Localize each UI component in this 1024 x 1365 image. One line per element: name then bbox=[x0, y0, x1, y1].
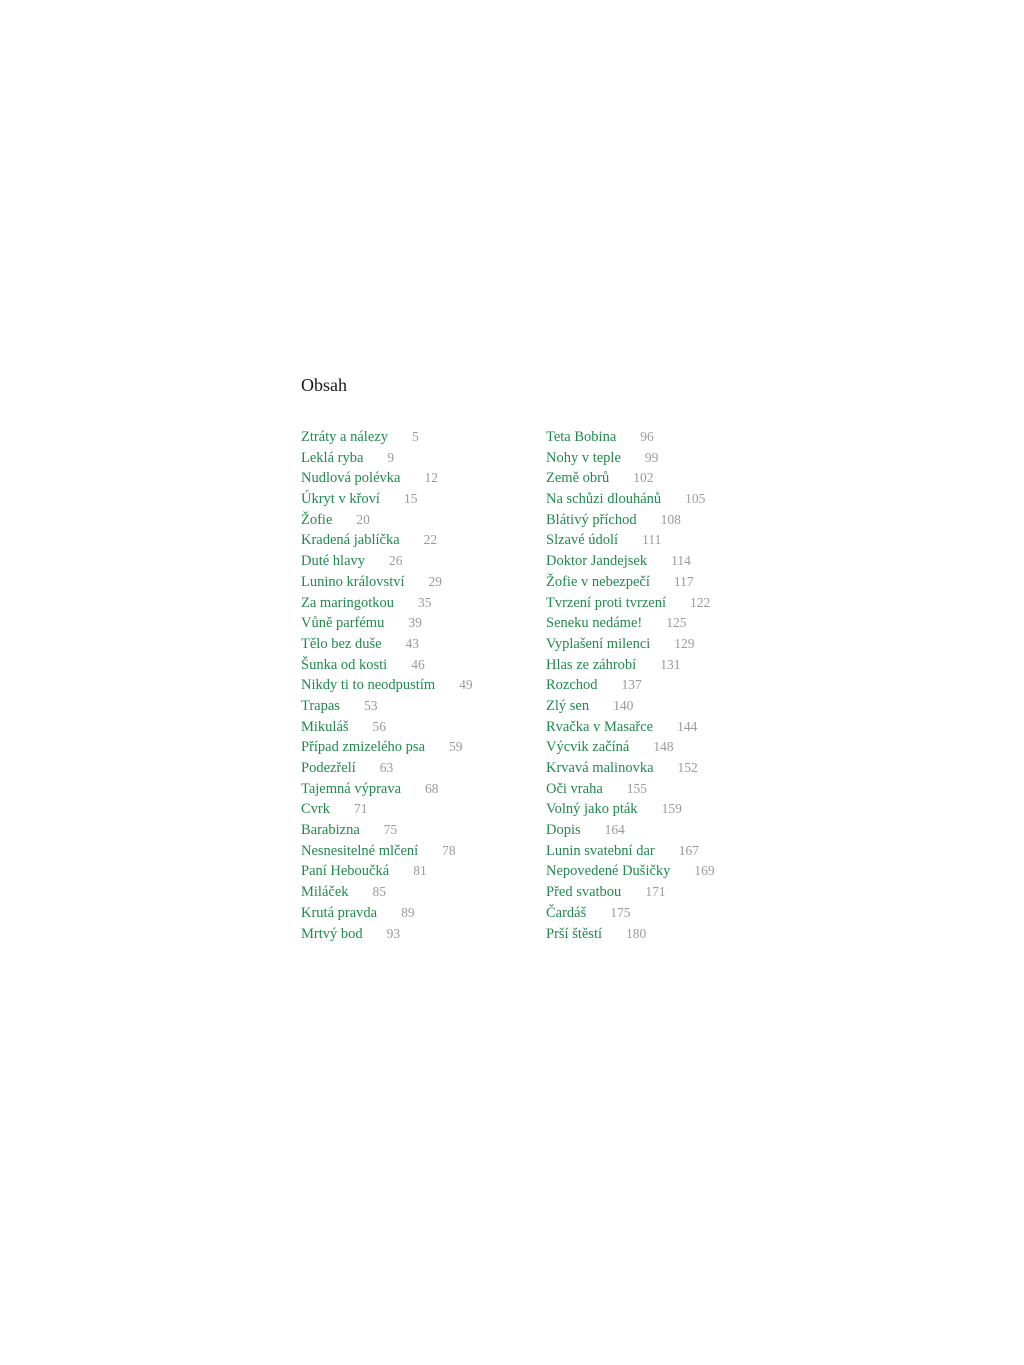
toc-entry bbox=[301, 841, 473, 862]
toc-entry-page-number: 53 bbox=[363, 697, 378, 713]
toc-entry-page-number: 111 bbox=[642, 532, 662, 548]
toc-entry bbox=[301, 924, 473, 945]
toc-entry bbox=[546, 696, 715, 717]
toc-entry-title: Tělo bez duše bbox=[301, 635, 382, 652]
toc-entry-page-number: 5 bbox=[411, 429, 419, 444]
toc-entry-title: Vůně parfému bbox=[301, 615, 385, 632]
toc-entry-page-number: 20 bbox=[356, 511, 370, 527]
toc-entry-title: Dopis bbox=[546, 822, 581, 839]
toc-entry bbox=[301, 530, 473, 551]
toc-entry bbox=[546, 530, 715, 551]
toc-entry bbox=[301, 758, 473, 779]
toc-entry-title: Nudlová polévka bbox=[301, 470, 401, 487]
toc-entry-title: Kradená jablíčka bbox=[301, 532, 400, 549]
toc-entry-page-number: 169 bbox=[694, 863, 715, 879]
toc-entry-page-number: 22 bbox=[423, 532, 438, 548]
toc-entry-page-number: 39 bbox=[408, 615, 422, 631]
toc-entry-page-number: 167 bbox=[678, 842, 699, 858]
toc-entry bbox=[301, 696, 473, 717]
toc-entry-page-number: 137 bbox=[621, 677, 642, 693]
toc-column-right bbox=[546, 427, 715, 944]
toc-entry bbox=[301, 861, 473, 882]
toc-entry-page-number: 180 bbox=[626, 925, 647, 941]
toc-entry bbox=[301, 468, 473, 489]
toc-entry-title: Krvavá malinovka bbox=[546, 760, 654, 776]
toc-entry bbox=[301, 820, 473, 841]
toc-entry-page-number: 171 bbox=[645, 884, 666, 900]
page-title: Obsah bbox=[301, 375, 347, 395]
toc-entry bbox=[546, 820, 715, 841]
toc-entry-title: Barabizna bbox=[301, 822, 360, 839]
toc-entry-page-number: 71 bbox=[354, 801, 368, 817]
toc-entry bbox=[546, 427, 715, 448]
toc-entry-page-number: 108 bbox=[660, 511, 681, 527]
toc-entry bbox=[546, 613, 715, 634]
toc-entry-page-number: 114 bbox=[671, 553, 691, 569]
toc-entry-title: Lunino království bbox=[301, 573, 405, 590]
toc-entry-title: Mikuláš bbox=[301, 718, 349, 735]
toc-entry bbox=[546, 717, 715, 738]
toc-entry-title: Podezřelí bbox=[301, 760, 356, 776]
toc-entry-title: Země obrů bbox=[546, 470, 610, 487]
toc-entry-title: Žofie v nebezpečí bbox=[546, 573, 650, 590]
toc-entry-page-number: 152 bbox=[677, 760, 698, 775]
toc-entry-page-number: 12 bbox=[424, 470, 438, 486]
toc-entry bbox=[546, 675, 715, 696]
toc-entry-title: Ztráty a nálezy bbox=[301, 429, 388, 445]
toc-entry-title: Čardáš bbox=[546, 904, 587, 921]
toc-entry-title: Hlas ze záhrobí bbox=[546, 656, 637, 673]
toc-entry bbox=[546, 903, 715, 924]
toc-entry-title: Paní Heboučká bbox=[301, 863, 390, 880]
toc-entry-title: Seneku nedáme! bbox=[546, 615, 643, 632]
toc-entry-page-number: 63 bbox=[379, 760, 394, 775]
toc-entry-page-number: 81 bbox=[413, 863, 427, 879]
toc-entry-page-number: 102 bbox=[633, 470, 654, 486]
toc-entry bbox=[301, 903, 473, 924]
toc-entry-page-number: 99 bbox=[644, 449, 659, 465]
toc-entry bbox=[546, 510, 715, 531]
toc-entry-title: Cvrk bbox=[301, 801, 330, 818]
toc-entry bbox=[301, 510, 473, 531]
toc-entry-title: Tvrzení proti tvrzení bbox=[546, 594, 666, 611]
toc-entry-title: Nohy v teple bbox=[546, 449, 621, 466]
toc-entry-title: Oči vraha bbox=[546, 780, 603, 797]
toc-entry bbox=[301, 593, 473, 614]
toc-entry bbox=[301, 427, 473, 448]
toc-entry-page-number: 59 bbox=[449, 739, 463, 755]
toc-entry-page-number: 122 bbox=[689, 594, 711, 610]
toc-entry bbox=[301, 799, 473, 820]
toc-entry bbox=[546, 799, 715, 820]
toc-entry bbox=[546, 841, 715, 862]
toc-entry-title: Před svatbou bbox=[546, 884, 622, 901]
toc-entry-title: Miláček bbox=[301, 884, 349, 901]
toc-entry-title: Zlý sen bbox=[546, 697, 590, 714]
toc-entry bbox=[301, 737, 473, 758]
toc-entry-page-number: 56 bbox=[372, 718, 387, 734]
toc-entry-title: Lunin svatební dar bbox=[546, 842, 655, 859]
toc-entry bbox=[301, 675, 473, 696]
toc-entry-title: Za maringotkou bbox=[301, 594, 395, 611]
toc-entry-title: Krutá pravda bbox=[301, 904, 378, 921]
toc-entry-title: Tajemná výprava bbox=[301, 780, 402, 797]
toc-entry-title: Duté hlavy bbox=[301, 553, 366, 570]
toc-column-left bbox=[301, 427, 473, 944]
toc-entry-page-number: 140 bbox=[613, 697, 634, 713]
toc-entry bbox=[301, 882, 473, 903]
toc-entry-title: Nesnesitelné mlčení bbox=[301, 842, 419, 859]
toc-entry-title: Leklá ryba bbox=[301, 449, 364, 466]
toc-entry bbox=[301, 551, 473, 572]
toc-entry-title: Blátivý příchod bbox=[546, 511, 637, 528]
toc-entry-page-number: 148 bbox=[653, 739, 674, 755]
toc-entry-title: Prší štěstí bbox=[546, 925, 602, 942]
toc-entry-title: Vyplašení milenci bbox=[546, 635, 651, 652]
toc-entry-page-number: 15 bbox=[403, 491, 418, 507]
toc-entry-title: Nepovedené Dušičky bbox=[546, 863, 671, 880]
toc-entry-page-number: 93 bbox=[386, 925, 401, 941]
toc-entry-title: Úkryt v křoví bbox=[301, 491, 380, 508]
toc-entry-page-number: 9 bbox=[387, 449, 395, 465]
toc-entry-page-number: 43 bbox=[405, 635, 420, 651]
toc-entry-page-number: 117 bbox=[673, 573, 694, 589]
toc-entry bbox=[546, 758, 715, 779]
toc-entry-page-number: 89 bbox=[401, 904, 415, 920]
toc-entry-page-number: 85 bbox=[372, 884, 387, 900]
toc-entry-page-number: 96 bbox=[640, 429, 654, 444]
toc-entry bbox=[301, 779, 473, 800]
toc-entry-title: Případ zmizelého psa bbox=[301, 739, 426, 756]
toc-entry-title: Na schůzi dlouhánů bbox=[546, 491, 662, 508]
toc-entry-title: Trapas bbox=[301, 697, 340, 714]
toc-entry-title: Volný jako pták bbox=[546, 801, 638, 818]
toc-entry-page-number: 105 bbox=[685, 491, 706, 507]
toc-entry bbox=[301, 655, 473, 676]
toc-entry-page-number: 175 bbox=[610, 904, 631, 920]
toc-entry bbox=[546, 489, 715, 510]
toc-entry-title: Slzavé údolí bbox=[546, 532, 619, 549]
toc-entry-page-number: 125 bbox=[666, 615, 687, 631]
toc-entry bbox=[301, 717, 473, 738]
toc-entry-page-number: 29 bbox=[428, 573, 443, 589]
toc-entry bbox=[546, 572, 715, 593]
toc-entry bbox=[546, 634, 715, 655]
toc-entry bbox=[301, 572, 473, 593]
toc-entry-page-number: 164 bbox=[604, 822, 625, 838]
toc-entry-page-number: 129 bbox=[674, 635, 695, 651]
toc-entry-title: Výcvik začíná bbox=[546, 739, 630, 756]
toc-entry bbox=[546, 779, 715, 800]
toc-entry-title: Doktor Jandejsek bbox=[546, 553, 648, 570]
toc-entry-page-number: 144 bbox=[677, 718, 698, 734]
toc-entry bbox=[546, 861, 715, 882]
toc-entry bbox=[301, 613, 473, 634]
toc-entry bbox=[546, 737, 715, 758]
toc-entry-title: Nikdy ti to neodpustím bbox=[301, 677, 436, 694]
toc-entry bbox=[546, 882, 715, 903]
toc-entry-page-number: 75 bbox=[383, 822, 398, 838]
toc-entry bbox=[546, 468, 715, 489]
toc-entry-page-number: 46 bbox=[411, 656, 425, 672]
toc-entry bbox=[301, 489, 473, 510]
toc-entry-title: Teta Bobina bbox=[546, 429, 617, 445]
toc-entry-page-number: 35 bbox=[418, 594, 432, 610]
toc-entry bbox=[546, 655, 715, 676]
toc-entry-title: Rozchod bbox=[546, 677, 598, 694]
toc-entry-page-number: 78 bbox=[442, 842, 456, 858]
toc-entry-page-number: 68 bbox=[425, 780, 439, 796]
toc-entry bbox=[301, 448, 473, 469]
toc-entry bbox=[546, 593, 715, 614]
toc-entry bbox=[301, 634, 473, 655]
toc-entry-page-number: 155 bbox=[626, 780, 648, 796]
toc-entry bbox=[546, 924, 715, 945]
toc-entry-title: Šunka od kosti bbox=[301, 656, 388, 673]
toc-entry-page-number: 49 bbox=[459, 677, 473, 693]
toc-entry-title: Žofie bbox=[301, 511, 333, 528]
toc-entry bbox=[546, 551, 715, 572]
toc-entry-title: Rvačka v Masařce bbox=[546, 718, 654, 735]
toc-entry-page-number: 159 bbox=[661, 801, 682, 817]
toc-entry-page-number: 26 bbox=[389, 553, 403, 569]
toc-entry-title: Mrtvý bod bbox=[301, 925, 363, 942]
toc-entry-page-number: 131 bbox=[660, 656, 681, 672]
toc-entry bbox=[546, 448, 715, 469]
